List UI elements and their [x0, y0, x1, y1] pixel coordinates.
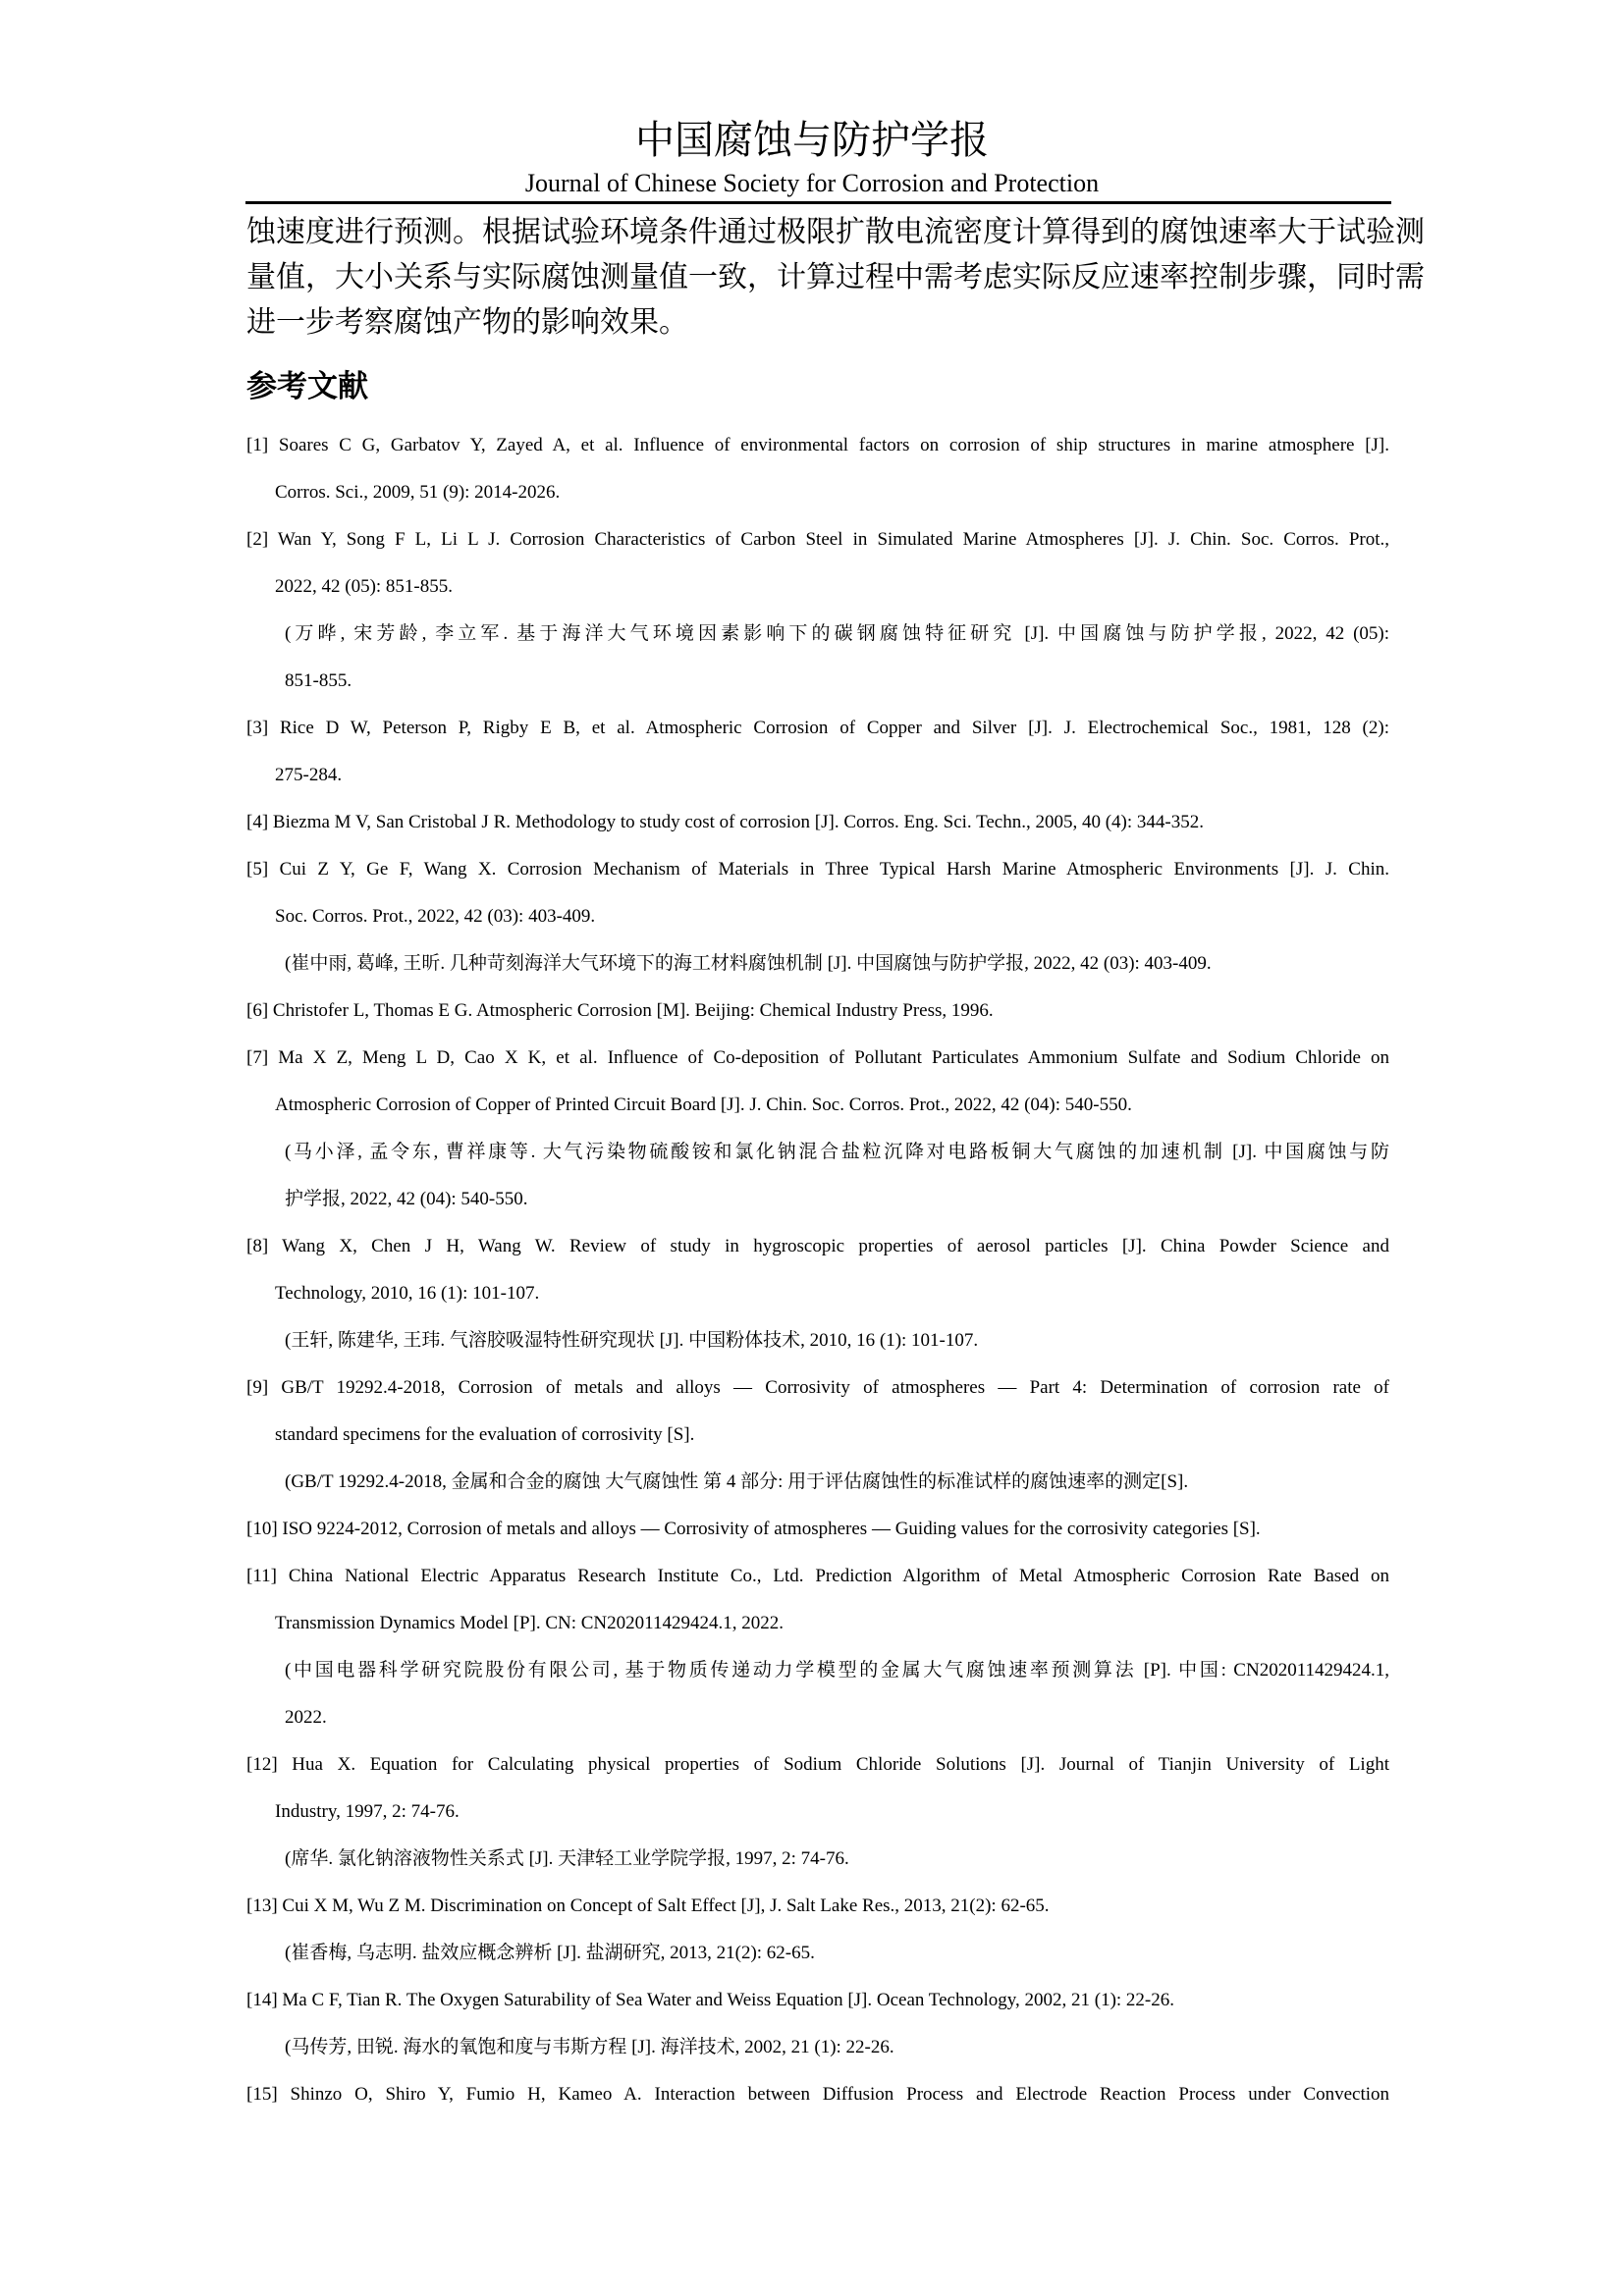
reference-translation-line: (马小泽, 孟令东, 曹祥康等. 大气污染物硫酸铵和氯化钠混合盐粒沉降对电路板铜大气腐蚀的加速机制 [J]. 中国腐蚀与防 [285, 1142, 1389, 1162]
reference-translation-line: (万晔, 宋芳龄, 李立军. 基于海洋大气环境因素影响下的碳钢腐蚀特征研究 [J]. 中国腐蚀与防护学报, 2022, 42 (05): [285, 623, 1389, 644]
reference-entry-line: [15] Shinzo O, Shiro Y, Fumio H, Kameo A. Interaction between Diffusion Process and Electrode Reaction Process under Convection [246, 2084, 1389, 2105]
reference-continuation-line: Soc. Corros. Prot., 2022, 42 (03): 403-409. [275, 906, 596, 927]
reference-continuation-line: 2022, 42 (05): 851-855. [275, 576, 454, 597]
reference-entry-line: [1] Soares C G, Garbatov Y, Zayed A, et al. Influence of environmental factors on corrosion of ship structures in marine atmosphere [J]. [246, 435, 1389, 455]
reference-translation-line: (崔香梅, 乌志明. 盐效应概念辨析 [J]. 盐湖研究, 2013, 21(2): 62-65. [285, 1943, 815, 1963]
reference-translation-line: 851-855. [285, 670, 352, 691]
reference-continuation-line: Atmospheric Corrosion of Copper of Printed Circuit Board [J]. J. Chin. Soc. Corros. Prot., 2022, 42 (04): 540-550. [275, 1095, 1132, 1115]
journal-subtitle: Journal of Chinese Society for Corrosion and Protection [524, 169, 1100, 197]
reference-entry-line: [13] Cui X M, Wu Z M. Discrimination on Concept of Salt Effect [J], J. Salt Lake Res., 2013, 21(2): 62-65. [246, 1896, 1050, 1916]
reference-entry-line: [10] ISO 9224-2012, Corrosion of metals and alloys — Corrosivity of atmospheres — Guiding values for the corrosivity categories [S]. [246, 1519, 1261, 1539]
reference-continuation-line: Technology, 2010, 16 (1): 101-107. [275, 1283, 540, 1304]
reference-entry-line: [2] Wan Y, Song F L, Li L J. Corrosion Characteristics of Carbon Steel in Simulated Marine Atmospheres [J]. J. Chin. Soc. Corros. Prot., [246, 529, 1389, 550]
header-rule [245, 201, 1391, 204]
references-heading: 参考文献 [246, 369, 368, 404]
reference-continuation-line: Transmission Dynamics Model [P]. CN: CN202011429424.1, 2022. [275, 1613, 784, 1633]
reference-entry-line: [6] Christofer L, Thomas E G. Atmospheric Corrosion [M]. Beijing: Chemical Industry Press, 1996. [246, 1000, 994, 1021]
body-line: 蚀速度进行预测。根据试验环境条件通过极限扩散电流密度计算得到的腐蚀速率大于试验测 [246, 216, 1425, 248]
reference-continuation-line: Industry, 1997, 2: 74-76. [275, 1801, 460, 1822]
reference-entry-line: [9] GB/T 19292.4-2018, Corrosion of metals and alloys — Corrosivity of atmospheres — Part 4: Determination of corrosion rate of [246, 1377, 1389, 1398]
reference-entry-line: [5] Cui Z Y, Ge F, Wang X. Corrosion Mechanism of Materials in Three Typical Harsh Marine Atmospheric Environments [J]. J. Chin. [246, 859, 1389, 880]
journal-title: 中国腐蚀与防护学报 [635, 118, 989, 162]
reference-entry-line: [14] Ma C F, Tian R. The Oxygen Saturability of Sea Water and Weiss Equation [J]. Ocean Technology, 2002, 21 (1): 22-26. [246, 1990, 1175, 2010]
reference-translation-line: (王轩, 陈建华, 王玮. 气溶胶吸湿特性研究现状 [J]. 中国粉体技术, 2010, 16 (1): 101-107. [285, 1330, 979, 1351]
reference-continuation-line: Corros. Sci., 2009, 51 (9): 2014-2026. [275, 482, 561, 503]
reference-translation-line: 2022. [285, 1707, 327, 1728]
body-paragraph [246, 210, 1425, 346]
reference-entry-line: [4] Biezma M V, San Cristobal J R. Methodology to study cost of corrosion [J]. Corros. Eng. Sci. Techn., 2005, 40 (4): 344-352. [246, 812, 1204, 832]
body-line: 进一步考察腐蚀产物的影响效果。 [246, 306, 688, 339]
reference-translation-line: (崔中雨, 葛峰, 王昕. 几种苛刻海洋大气环境下的海工材料腐蚀机制 [J]. 中国腐蚀与防护学报, 2022, 42 (03): 403-409. [285, 953, 1212, 974]
reference-entry-line: [12] Hua X. Equation for Calculating physical properties of Sodium Chloride Solutions [J]. Journal of Tianjin University of Light [246, 1754, 1389, 1775]
reference-entry-line: [11] China National Electric Apparatus Research Institute Co., Ltd. Prediction Algorithm of Metal Atmospheric Corrosion Rate Based on [246, 1566, 1389, 1586]
reference-translation-line: (中国电器科学研究院股份有限公司, 基于物质传递动力学模型的金属大气腐蚀速率预测算法 [P]. 中国: CN202011429424.1, [285, 1660, 1389, 1681]
reference-continuation-line: standard specimens for the evaluation of corrosivity [S]. [275, 1424, 695, 1445]
reference-translation-line: (席华. 氯化钠溶液物性关系式 [J]. 天津轻工业学院学报, 1997, 2: 74-76. [285, 1848, 849, 1869]
reference-entry-line: [8] Wang X, Chen J H, Wang W. Review of study in hygroscopic properties of aerosol particles [J]. China Powder Science and [246, 1236, 1389, 1256]
reference-continuation-line: 275-284. [275, 765, 343, 785]
reference-entry-line: [3] Rice D W, Peterson P, Rigby E B, et al. Atmospheric Corrosion of Copper and Silver [J]. J. Electrochemical Soc., 1981, 128 (2): [246, 718, 1389, 738]
reference-translation-line: (GB/T 19292.4-2018, 金属和合金的腐蚀 大气腐蚀性 第 4 部分: 用于评估腐蚀性的标准试样的腐蚀速率的测定[S]. [285, 1471, 1189, 1492]
reference-entry-line: [7] Ma X Z, Meng L D, Cao X K, et al. Influence of Co-deposition of Pollutant Particulates Ammonium Sulfate and Sodium Chloride on [246, 1047, 1389, 1068]
body-line: 量值，大小关系与实际腐蚀测量值一致，计算过程中需考虑实际反应速率控制步骤，同时需 [246, 261, 1425, 294]
reference-list [246, 422, 1389, 2118]
reference-translation-line: 护学报, 2022, 42 (04): 540-550. [285, 1189, 528, 1209]
reference-translation-line: (马传芳, 田锐. 海水的氧饱和度与韦斯方程 [J]. 海洋技术, 2002, 21 (1): 22-26. [285, 2037, 894, 2057]
